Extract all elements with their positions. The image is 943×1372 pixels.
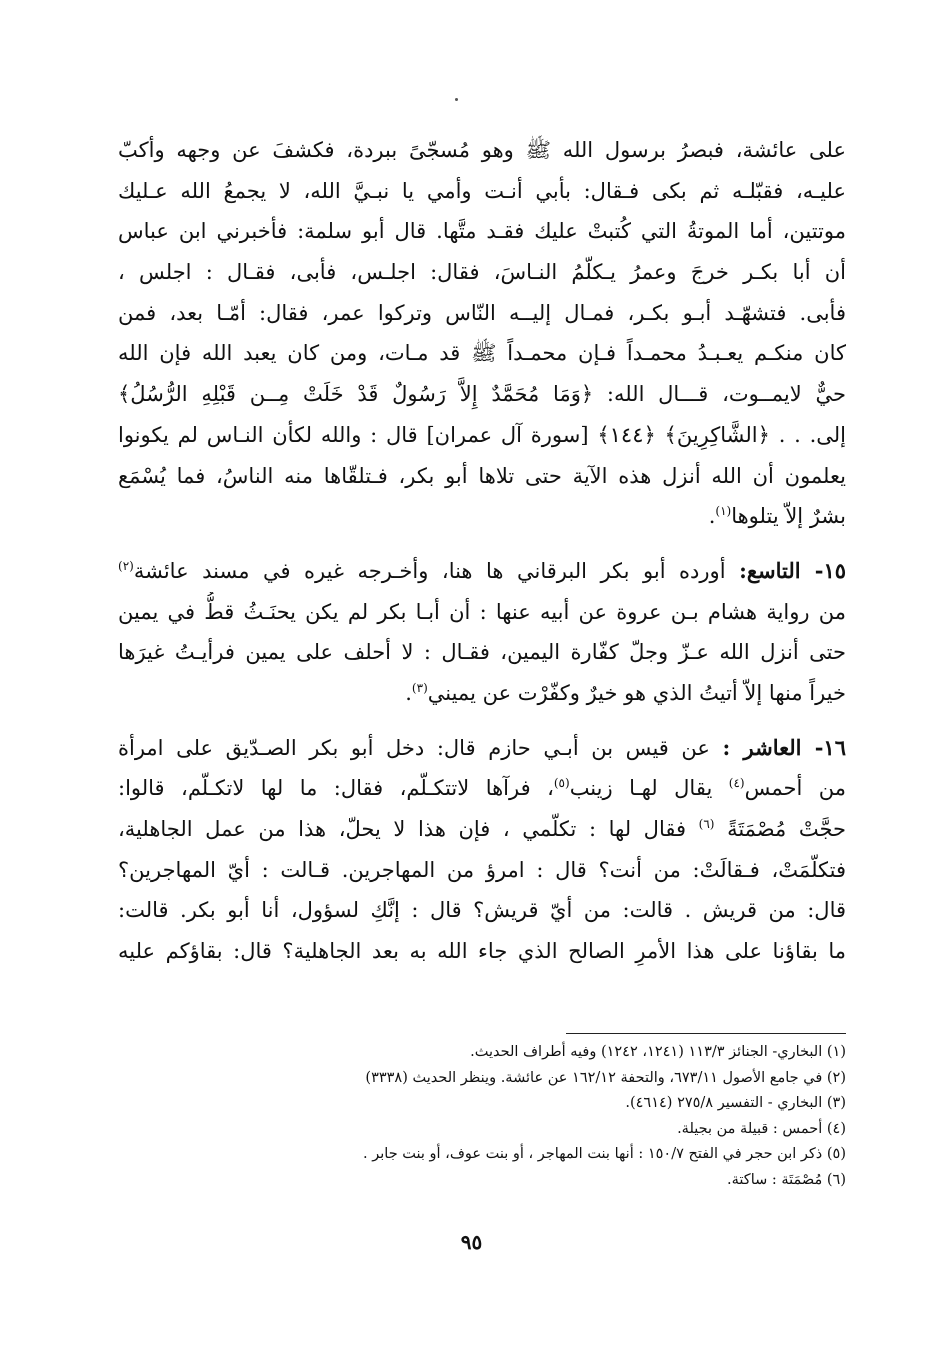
footnote-ref[interactable]: (٥) [553, 776, 570, 791]
text-line: أن أبا بكـر خرجَ وعمرُ يـكلّمُ النـاسَ، فقال: اجلـس، فأبى، فقـال : اجلس ، [118, 260, 846, 285]
text-line: قال: من قريش . قالت: من أيّ قريش؟ قال : إنَّكِ لسؤول، أنا أبو بكر. قالت: [118, 898, 846, 923]
text-line: يعلمون أن الله أنزل هذه الآية حتى تلاها أبو بكر، فـتلقّاها منه الناسُ، فما يُسْمَع [118, 463, 846, 488]
text-line [118, 673, 846, 714]
footnote-ref[interactable]: (٦) [698, 817, 715, 831]
page-mark [455, 98, 458, 101]
text-run: يقال لهـا زينب [569, 776, 713, 801]
text-run: ، فرآها لاتتكـلّم، فقال: ما لها لاتكـلّم، قالوا: [118, 776, 554, 801]
text-line: موتتين، أما الموتةُ التي كُتبتْ عليك فقـد متَّها. قال أبو سلمة: فأخبرني ابن عباس [118, 219, 846, 244]
hadith-label: ١٦- العاشر : [722, 734, 846, 760]
footnote-ref[interactable]: (٤) [728, 776, 745, 791]
paragraph-gap [118, 537, 846, 551]
text-line [118, 551, 846, 592]
text-run: فقال لها : تكلّمي ، فإن هذا لا يحلّ، هذا من عمل الجاهلية، [118, 817, 687, 841]
text-line: فتكلّمَتْ، فـقالَتْ: من أنت؟ قال : امرؤ من المهاجرين. قـالت : أيّ المهاجرين؟ [118, 857, 846, 882]
footnotes [200, 1040, 846, 1193]
text-run: . [708, 504, 716, 529]
footnote-ref[interactable]: (٢) [118, 558, 134, 573]
text-run: حجَّتْ مُصْمَتَةً [727, 817, 846, 841]
footnote-ref[interactable]: (٣) [411, 680, 428, 695]
hadith-label: ١٥- التاسع: [739, 557, 846, 583]
footnote: (٢) في جامع الأصول ٦٧٣/١١، والتحفة ١٦٢/١٢ عن عائشة. وينظر الحديث (٣٣٣٨) [365, 1069, 846, 1086]
text-run: عن قيس بن أبـي حازم قال: دخل أبو بكر الصـدّيق على امرأة [118, 735, 710, 760]
text-run: من أحمس [744, 776, 846, 801]
footnote: (٥) ذكر ابن حجر في الفتح ١٥٠/٧ : أنها بنت المهاجر ، أو بنت عوف، أو بنت جابر . [363, 1146, 846, 1162]
text-line: فأبى. فتشهّـد أبـو بكـر، فمـال إليــه النّاس وتركوا عمر، فقال: أمّـا بعد، فمن [118, 300, 846, 325]
text-line: عليـه، فقبّلـه ثم بكى فـقال: بأبي أنـت وأمي يا نبـيَّ الله، لا يجمعُ الله عـليك [118, 178, 846, 203]
text-run: . [405, 680, 412, 705]
main-text [118, 130, 846, 972]
text-line: كان منكـم يعـبـدُ محمـداً فـإن محمـداً ﷺ قد مـات، ومن كان يعبد الله فإن الله [118, 341, 846, 366]
text-line [118, 768, 846, 809]
footnote: (٤) أحمس : قبيلة من بجيلة. [677, 1120, 846, 1137]
text-line: من رواية هشام بـن عروة عن أبيه عنها : أن أبـا بكر لم يكن يحنَـثُ قطُّ في يمين [118, 599, 846, 624]
text-run: خيراً منها إلاّ أتيتُ الذي هو خيرٌ وكفّرْت عن يميني [427, 680, 846, 705]
text-line [118, 809, 846, 850]
text-line: حتى أنزل الله عـزّ وجلّ كفّارة اليمين، فقـال : لا أحلف على يمين فرأيـتُ غيرَها [118, 640, 846, 665]
quran-verse-line: إلى. . . ﴿الشَّاكِرِينَ﴾ ﴿١٤٤﴾ [سورة آل عمران] قال : والله لكأن النـاس لم يكونوا [118, 422, 846, 447]
footnote: (٣) البخاري - التفسير ٢٧٥/٨ (٤٦١٤). [625, 1095, 846, 1111]
text-line: ما بقاؤنا على هذا الأمرِ الصالح الذي جاء الله به بعد الجاهلية؟ قال: بقاؤكم عليه [118, 939, 846, 964]
footnote: (٦) مُصْمَتَة : ساكتة. [727, 1171, 846, 1188]
footnote-divider [566, 1033, 846, 1034]
text-run: أورده أبو بكر البرقاني ها هنا، وأخـرجه غيره في مسند عائشة [133, 558, 726, 583]
text-run: بشرٌ إلاّ يتلوها [731, 504, 846, 529]
paragraph-gap [118, 714, 846, 728]
footnote-ref[interactable]: (١) [715, 504, 732, 519]
page-number: ٩٥ [460, 1230, 483, 1254]
quran-verse-line: حيٌّ لايمــوت، قـــال الله: ﴿وَمَا مُحَمَّدٌ إِلاَّ رَسُولٌ قَدْ خَلَتْ مِــن قَبْلِهِ الرُّسُلُ﴾ [118, 382, 846, 407]
footnote: (١) البخاري- الجنائز ١١٣/٣ (١٢٤١، ١٢٤٢) وفيه أطراف الحديث. [470, 1044, 846, 1060]
text-line [118, 728, 846, 769]
text-line [118, 496, 846, 537]
text-line: على عائشة، فبصرُ برسول الله ﷺ وهو مُسجّىً ببردة، فكشفَ عن وجهه وأكبّ [118, 138, 846, 162]
